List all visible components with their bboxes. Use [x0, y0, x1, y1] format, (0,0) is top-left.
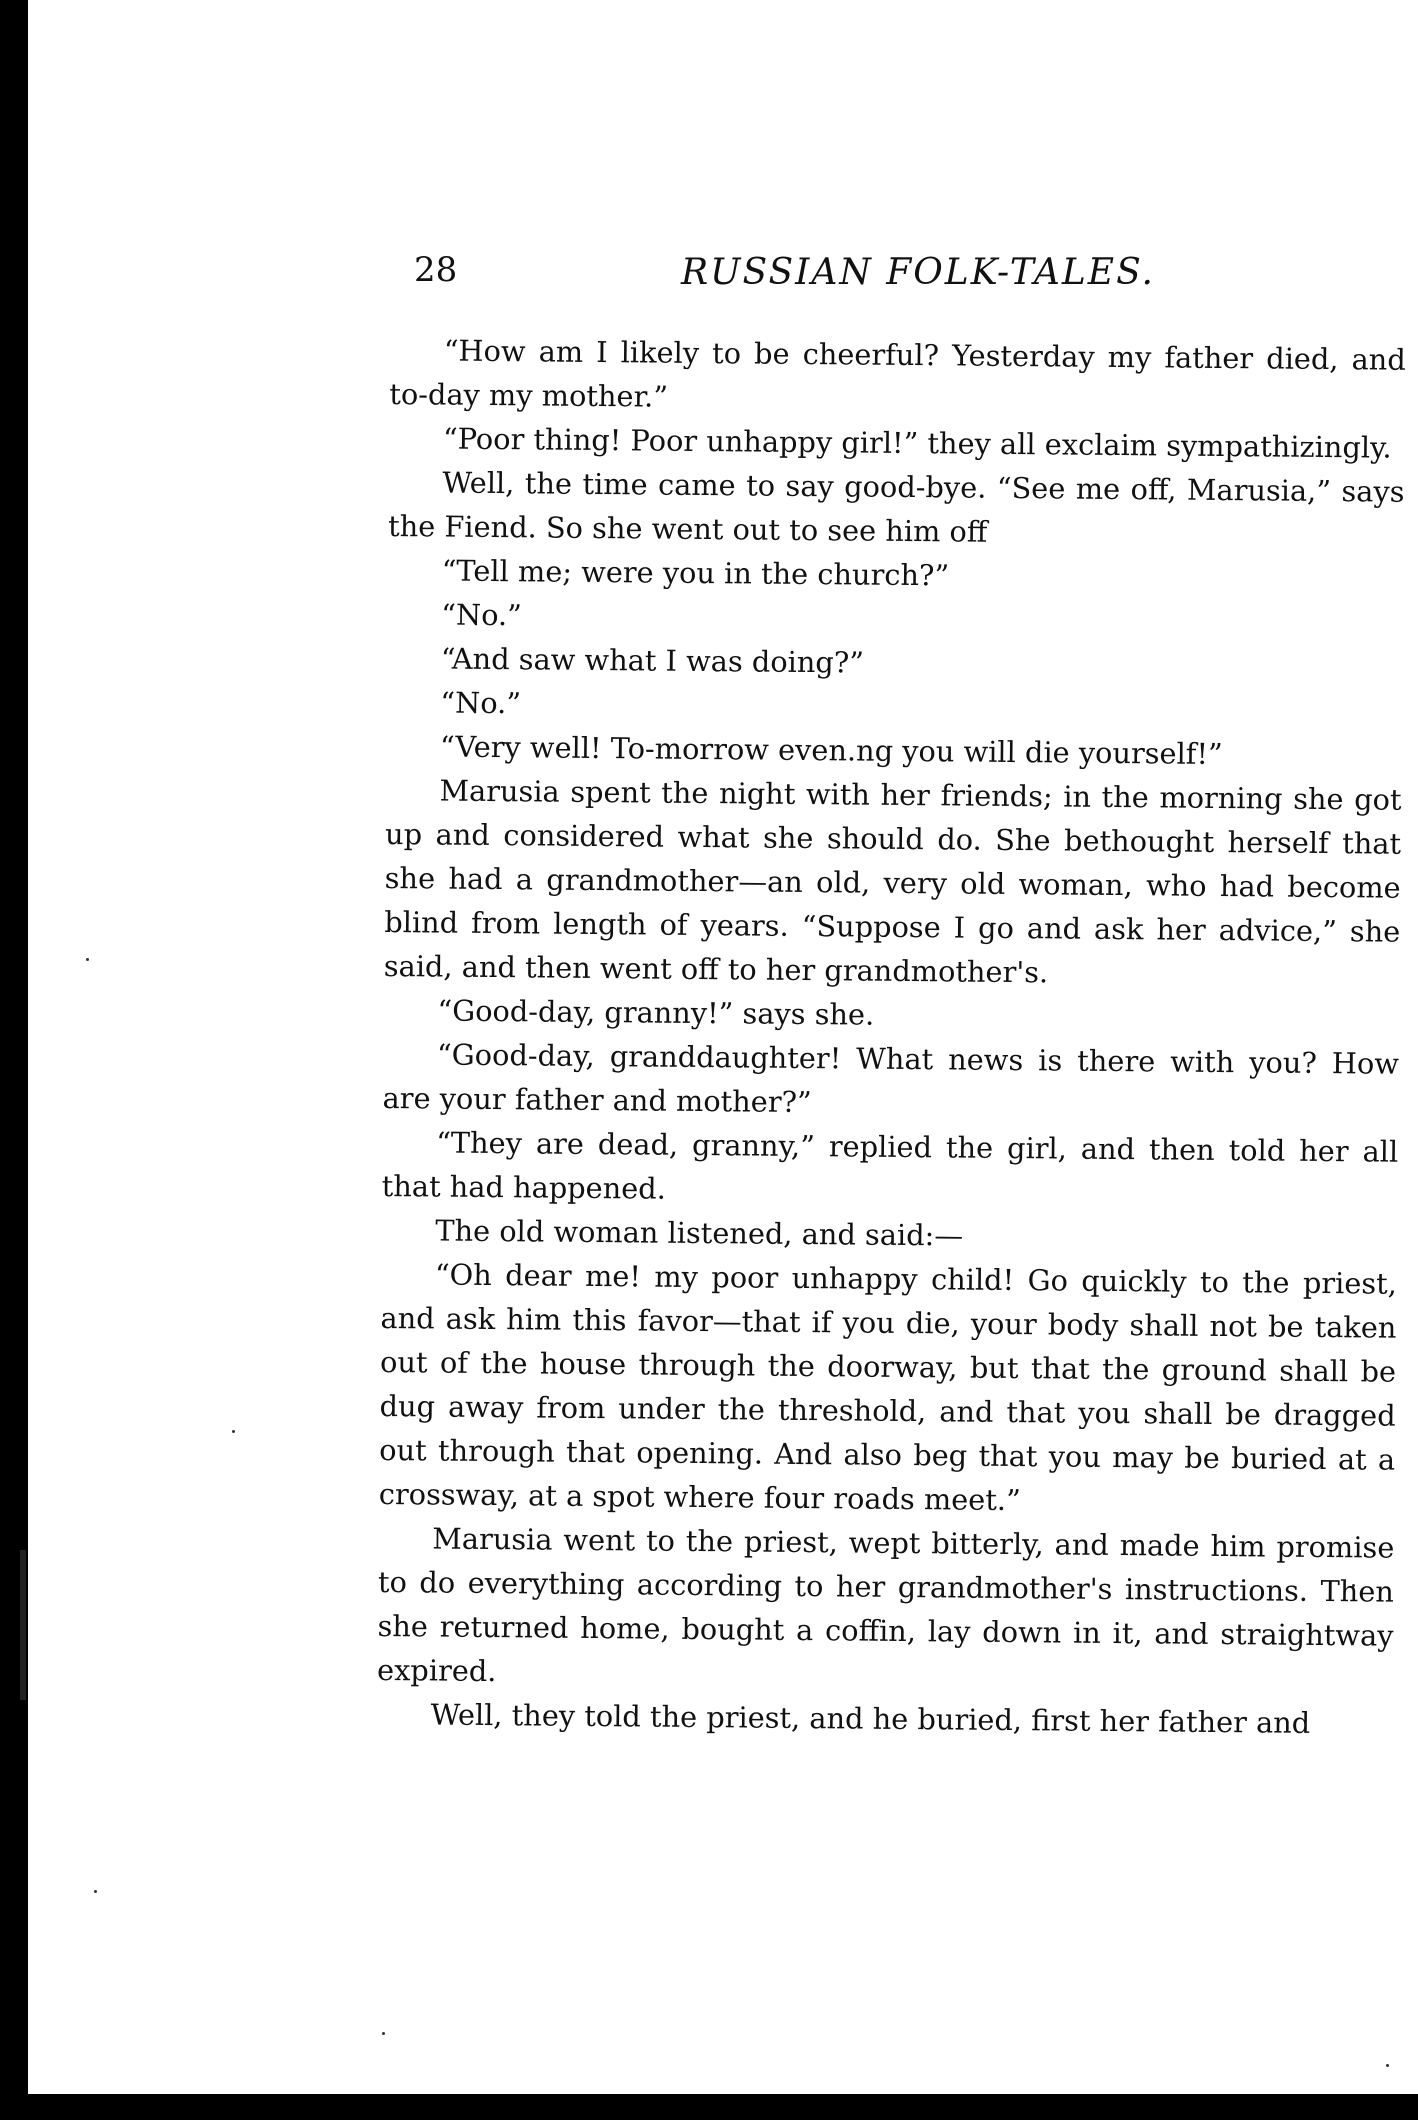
paragraph: “How am I likely to be cheerful? Yesterday my father died, and to-day my mother.” — [389, 333, 1406, 414]
paragraph: “Tell me; were you in the church?” — [441, 553, 950, 593]
scan-speck — [232, 1430, 235, 1433]
paragraph: “Poor thing! Poor unhappy girl!” they all exclaim sympathizingly. — [442, 421, 1392, 465]
paragraph: “No.” — [441, 597, 523, 633]
running-title: RUSSIAN FOLK-TALES. — [681, 252, 1155, 293]
scan-left-border — [0, 0, 28, 2120]
paragraph: Well, they told the priest, and he buried, first her father and — [430, 1697, 1311, 1740]
paragraph: “Good-day, granny!” says she. — [437, 993, 875, 1032]
scan-bottom-border — [0, 2094, 1418, 2120]
paragraph: “They are dead, granny,” replied the girl, and then told her all that had happened. — [381, 1125, 1399, 1206]
scan-speck — [86, 958, 89, 961]
paragraph: Marusia went to the priest, wept bitterly, and made him promise to do everything according to her grandmother's instructions. Then she returned home, bought a coffin, lay down in it, and straightway expired. — [376, 1521, 1395, 1689]
scan-speck — [1386, 2064, 1389, 2067]
paragraph: Marusia spent the night with her friends; in the morning she got up and considered what she should do. She bethought herself that she had a grandmother—an old, very old woman, who had become blind from length of years. “Suppose I go and ask her advice,” she said, and then went off to her grandmother's. — [383, 773, 1402, 990]
running-head — [414, 250, 1174, 310]
scan-speck — [382, 2032, 385, 2035]
scan-ink-bleed — [20, 1550, 26, 1700]
paragraph: “And saw what I was doing?” — [440, 641, 865, 680]
paragraph: “No.” — [440, 685, 522, 721]
paragraph: Well, the time came to say good-bye. “See me off, Marusia,” says the Fiend. So she went out to see him off — [387, 465, 1405, 549]
paragraph: The old woman listened, and said:— — [435, 1213, 964, 1253]
body-text — [376, 328, 1405, 1746]
paragraph: “Very well! To-morrow even.ng you will die yourself!” — [439, 729, 1223, 772]
paragraph: “Good-day, granddaughter! What news is there with you? How are your father and mother?” — [382, 1037, 1400, 1120]
page-number: 28 — [414, 250, 458, 290]
scan-speck — [94, 1890, 97, 1893]
paragraph: “Oh dear me! my poor unhappy child! Go quickly to the priest, and ask him this favor—that if you die, your body shall not be taken out of the house through the doorway, but that the ground shall be dug away from under the threshold, and that you shall be dragged out through that opening. And also beg that you may be buried at a crossway, at a spot where four roads meet.” — [378, 1257, 1398, 1518]
